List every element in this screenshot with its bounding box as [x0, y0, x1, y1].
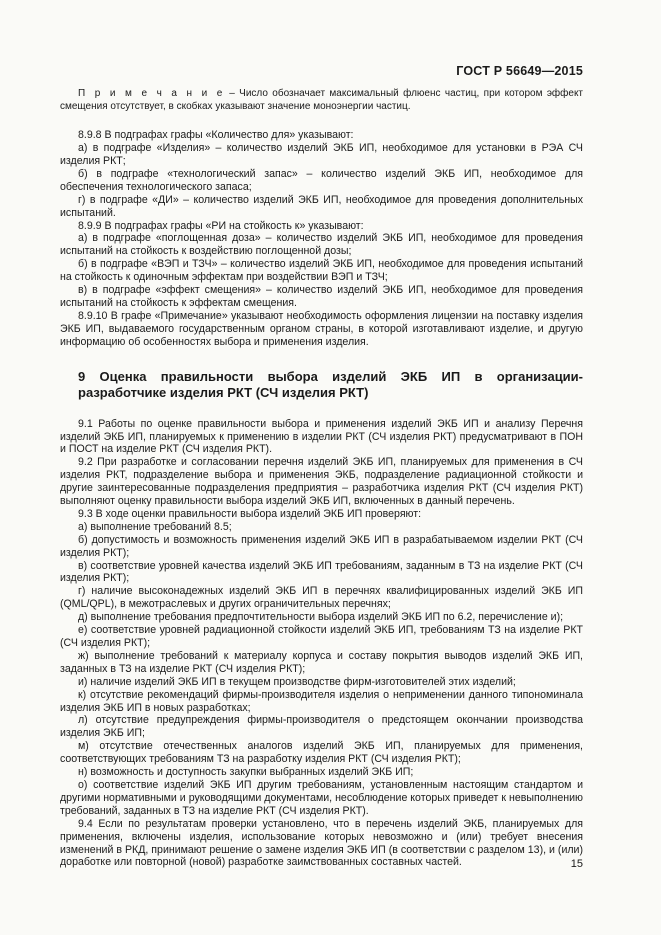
list-item: е) соответствие уровней радиационной стойкости изделий ЭКБ ИП, требованиям ТЗ на изделие РКТ (СЧ изделия РКТ);: [60, 624, 583, 649]
list-item: д) выполнение требования предпочтительности выбора изделий ЭКБ ИП по 6.2, перечисление и);: [78, 611, 564, 624]
list-item: в) соответствие уровней качества изделий ЭКБ ИП требованиям, заданным в ТЗ на изделие РКТ (СЧ изделия РКТ);: [60, 559, 583, 585]
para-9-4: 9.4 Если по результатам проверки установлено, что в перечень изделий ЭКБ, планируемых для применения, включены изделия, использование которых невозможно и (или) требует внесения изменений в РКД, принимают решение о замене изделия ЭКБ ИП (в соответствии с разделом 13), и (или) доработке или повторной (новой) разработке заимствованных составных частей.: [60, 817, 583, 869]
list-item: ж) выполнение требований к материалу корпуса и составу покрытия выводов изделий ЭКБ ИП, заданных в ТЗ на изделие РКТ (СЧ изделия РКТ);: [60, 649, 583, 675]
list-item: м) отсутствие отечественных аналогов изделий ЭКБ ИП, планируемых для применения, соответствующих требованиям ТЗ на разработку изделия РКТ (СЧ изделия РКТ);: [60, 740, 583, 766]
note-paragraph: [60, 88, 583, 113]
note-label: П р и м е ч а н и е: [78, 88, 225, 99]
document-body: [60, 88, 583, 869]
list-item: б) допустимость и возможность применения изделий ЭКБ ИП в разрабатываемом изделии РКТ (СЧ изделия РКТ);: [60, 533, 583, 559]
list-item: и) наличие изделий ЭКБ ИП в текущем производстве фирм-изготовителей этих изделий;: [78, 675, 516, 688]
list-item: а) выполнение требований 8.5;: [78, 520, 232, 533]
para-9-3: 9.3 В ходе оценки правильности выбора изделий ЭКБ ИП проверяют:: [78, 507, 422, 520]
para-8-9-10: 8.9.10 В графе «Примечание» указывают необходимость оформления лицензии на поставку изделия ЭКБ ИП, выдаваемого государственным органом страны, в которой изготавливают изделие, и другую информацию об особенностях выбора и применения изделия.: [60, 309, 583, 348]
para-8-9-8: 8.9.8 В подграфах графы «Количество для» указывают:: [78, 129, 354, 142]
section-heading: 9 Оценка правильности выбора изделий ЭКБ ИП в организации-разработчике изделия РКТ (СЧ изделия РКТ): [78, 368, 583, 401]
note-text: – Число обозначает максимальный флюенс частиц, при котором эффект смещения отсутствует, в скобках указывают значение моноэнергии частиц.: [60, 88, 584, 112]
para-9-2: 9.2 При разработке и согласовании перечня изделий ЭКБ ИП, планируемых для применения в СЧ изделия РКТ, подразделение выбора и применения ЭКБ, подразделение радиационной стойкости и другие заинтересованные подразделения предприятия – разработчика изделия РКТ (СЧ изделия РКТ) выполняют оценку правильности выбора изделий ЭКБ ИП, включенных в данный перечень.: [60, 456, 583, 508]
list-item: о) соответствие изделий ЭКБ ИП другим требованиям, установленным настоящим стандартом и другими нормативными и руководящими документами, несоблюдение которых приведет к невыполнению требований, заданных в ТЗ на изделие РКТ (СЧ изделия РКТ).: [60, 778, 583, 817]
list-item: б) в подграфе «ВЭП и ТЗЧ» – количество изделий ЭКБ ИП, необходимое для проведения испытаний на стойкость к одиночным эффектам при воздействии ВЭП и ТЗЧ;: [60, 258, 583, 284]
para-8-9-9: 8.9.9 В подграфах графы «РИ на стойкость к» указывают:: [78, 219, 364, 232]
list-item: н) возможность и доступность закупки выбранных изделий ЭКБ ИП;: [78, 766, 414, 779]
page-number: 15: [570, 858, 583, 870]
list-item: а) в подграфе «Изделия» – количество изделий ЭКБ ИП, необходимое для установки в РЭА СЧ изделия РКТ;: [60, 142, 583, 167]
list-item: а) в подграфе «поглощенная доза» – количество изделий ЭКБ ИП, необходимое для проведения испытаний на стойкость к воздействию поглощенной дозы;: [60, 232, 583, 258]
list-item: г) в подграфе «ДИ» – количество изделий ЭКБ ИП, необходимое для проведения дополнительных испытаний.: [60, 193, 583, 219]
para-9-1: 9.1 Работы по оценке правильности выбора и применения изделий ЭКБ ИП и анализу Перечня изделий ЭКБ ИП, планируемых к применению в изделии РКТ (СЧ изделия РКТ) предусматривают в ПОН и ПОСТ на изделие РКТ (СЧ изделия РКТ).: [60, 417, 583, 456]
list-item: г) наличие высоконадежных изделий ЭКБ ИП в перечнях квалифицированных изделий ЭКБ ИП (QML/QPL), в межотраслевых и других ограничительных перечнях;: [60, 585, 583, 611]
standard-designation: ГОСТ Р 56649—2015: [456, 64, 583, 78]
list-item: б) в подграфе «технологический запас» – количество изделий ЭКБ ИП, необходимое для обеспечения технологического запаса;: [60, 167, 583, 193]
list-item: к) отсутствие рекомендаций фирмы-производителя изделия о неприменении данного типономинала изделия ЭКБ ИП в новых разработках;: [60, 688, 583, 714]
list-item: в) в подграфе «эффект смещения» – количество изделий ЭКБ ИП, необходимое для проведения испытаний на стойкость к эффектам смещения.: [60, 284, 583, 309]
list-item: л) отсутствие предупреждения фирмы-производителя о предстоящем окончании производства изделия ЭКБ ИП;: [60, 714, 583, 740]
